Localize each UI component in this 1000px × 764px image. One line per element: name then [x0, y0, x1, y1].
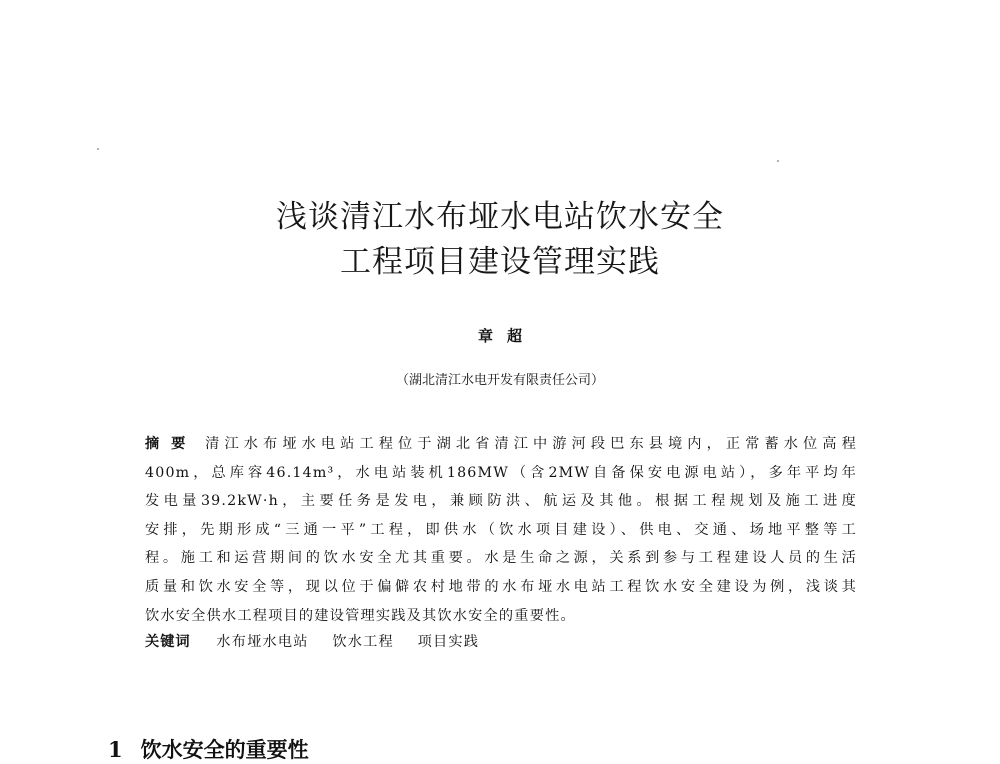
- author-name: 章超: [477, 327, 536, 345]
- paper-title-line-1: 浅谈清江水布垭水电站饮水安全: [276, 199, 724, 235]
- abstract: [145, 430, 857, 630]
- abstract-line: 质量和饮水安全等，现以位于偏僻农村地带的水布垭水电站工程饮水安全建设为例，浅谈其: [145, 578, 857, 595]
- abstract-line: 400m，总库容46.14m³，水电站装机186MW（含2MW自备保安电源电站），多年平均年: [145, 464, 857, 481]
- keyword: 水布垭水电站: [216, 634, 309, 650]
- keywords: [145, 631, 497, 651]
- scan-speck: [777, 160, 779, 162]
- abstract-text: 清江水布垭水电站工程位于湖北省清江中游河段巴东县境内，正常蓄水位高程: [205, 436, 857, 452]
- abstract-label: 摘要: [145, 436, 198, 452]
- keywords-label: 关键词: [145, 634, 191, 650]
- abstract-line: 发电量39.2kW·h，主要任务是发电，兼顾防洪、航运及其他。根据工程规划及施工进度: [145, 493, 857, 510]
- paper-title-line-2: 工程项目建设管理实践: [340, 244, 660, 280]
- keyword: 饮水工程: [332, 634, 394, 650]
- keyword: 项目实践: [417, 634, 480, 650]
- abstract-line: 饮水安全供水工程项目的建设管理实践及其饮水安全的重要性。: [145, 607, 576, 624]
- author-affiliation: （湖北清江水电开发有限责任公司）: [395, 373, 604, 388]
- section-number: 1: [108, 737, 123, 763]
- abstract-line: 程。施工和运营期间的饮水安全尤其重要。水是生命之源，关系到参与工程建设人员的生活: [145, 550, 857, 567]
- scan-speck: [97, 148, 99, 150]
- section-title: 饮水安全的重要性: [140, 737, 309, 763]
- abstract-line: 安排，先期形成“三通一平”工程，即供水（饮水项目建设）、供电、交通、场地平整等工: [145, 521, 857, 538]
- abstract-line: [145, 430, 857, 459]
